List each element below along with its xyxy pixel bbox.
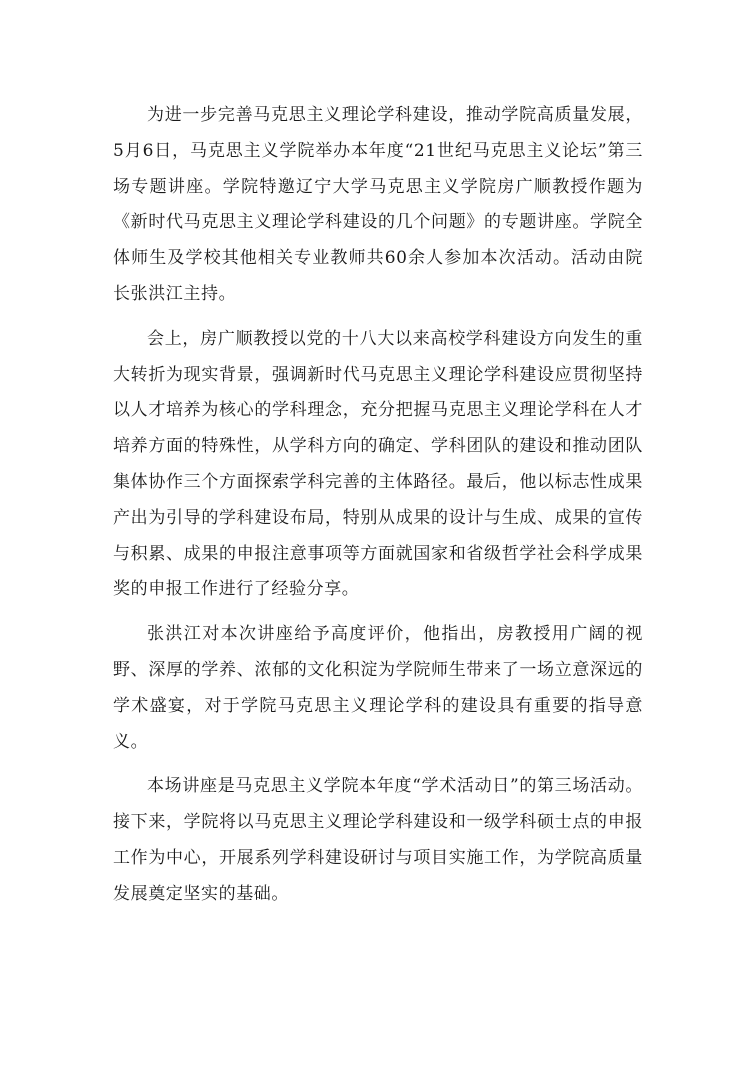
paragraph-lecture-content: 会上，房广顺教授以党的十八大以来高校学科建设方向发生的重大转折为现实背景，强调新时代马克思主义理论学科建设应贯彻坚持以人才培养为核心的学科理念，充分把握马克思主义理论学科在人才培养方面的特殊性，从学科方向的确定、学科团队的建设和推动团队集体协作三个方面探索学科完善的主体路径。最后，他以标志性成果产出为引导的学科建设布局，特别从成果的设计与生成、成果的宣传与积累、成果的申报注意事项等方面就国家和省级哲学社会科学成果奖的申报工作进行了经验分享。 — [113, 328, 643, 600]
paragraph-outlook: 本场讲座是马克思主义学院本年度“学术活动日”的第三场活动。接下来，学院将以马克思主义理论学科建设和一级学科硕士点的申报工作为中心，开展系列学科建设研讨与项目实施工作，为学院高质量发展奠定坚实的基础。 — [113, 776, 643, 904]
paragraph-evaluation: 张洪江对本次讲座给予高度评价，他指出，房教授用广阔的视野、深厚的学养、浓郁的文化积淀为学院师生带来了一场立意深远的学术盛宴，对于学院马克思主义理论学科的建设具有重要的指导意义。 — [113, 624, 643, 752]
article-body — [113, 98, 643, 922]
paragraph-intro: 为进一步完善马克思主义理论学科建设，推动学院高质量发展，5月6日，马克思主义学院举办本年度“21世纪马克思主义论坛”第三场专题讲座。学院特邀辽宁大学马克思主义学院房广顺教授作题为《新时代马克思主义理论学科建设的几个问题》的专题讲座。学院全体师生及学校其他相关专业教师共60余人参加本次活动。活动由院长张洪江主持。 — [113, 105, 643, 304]
